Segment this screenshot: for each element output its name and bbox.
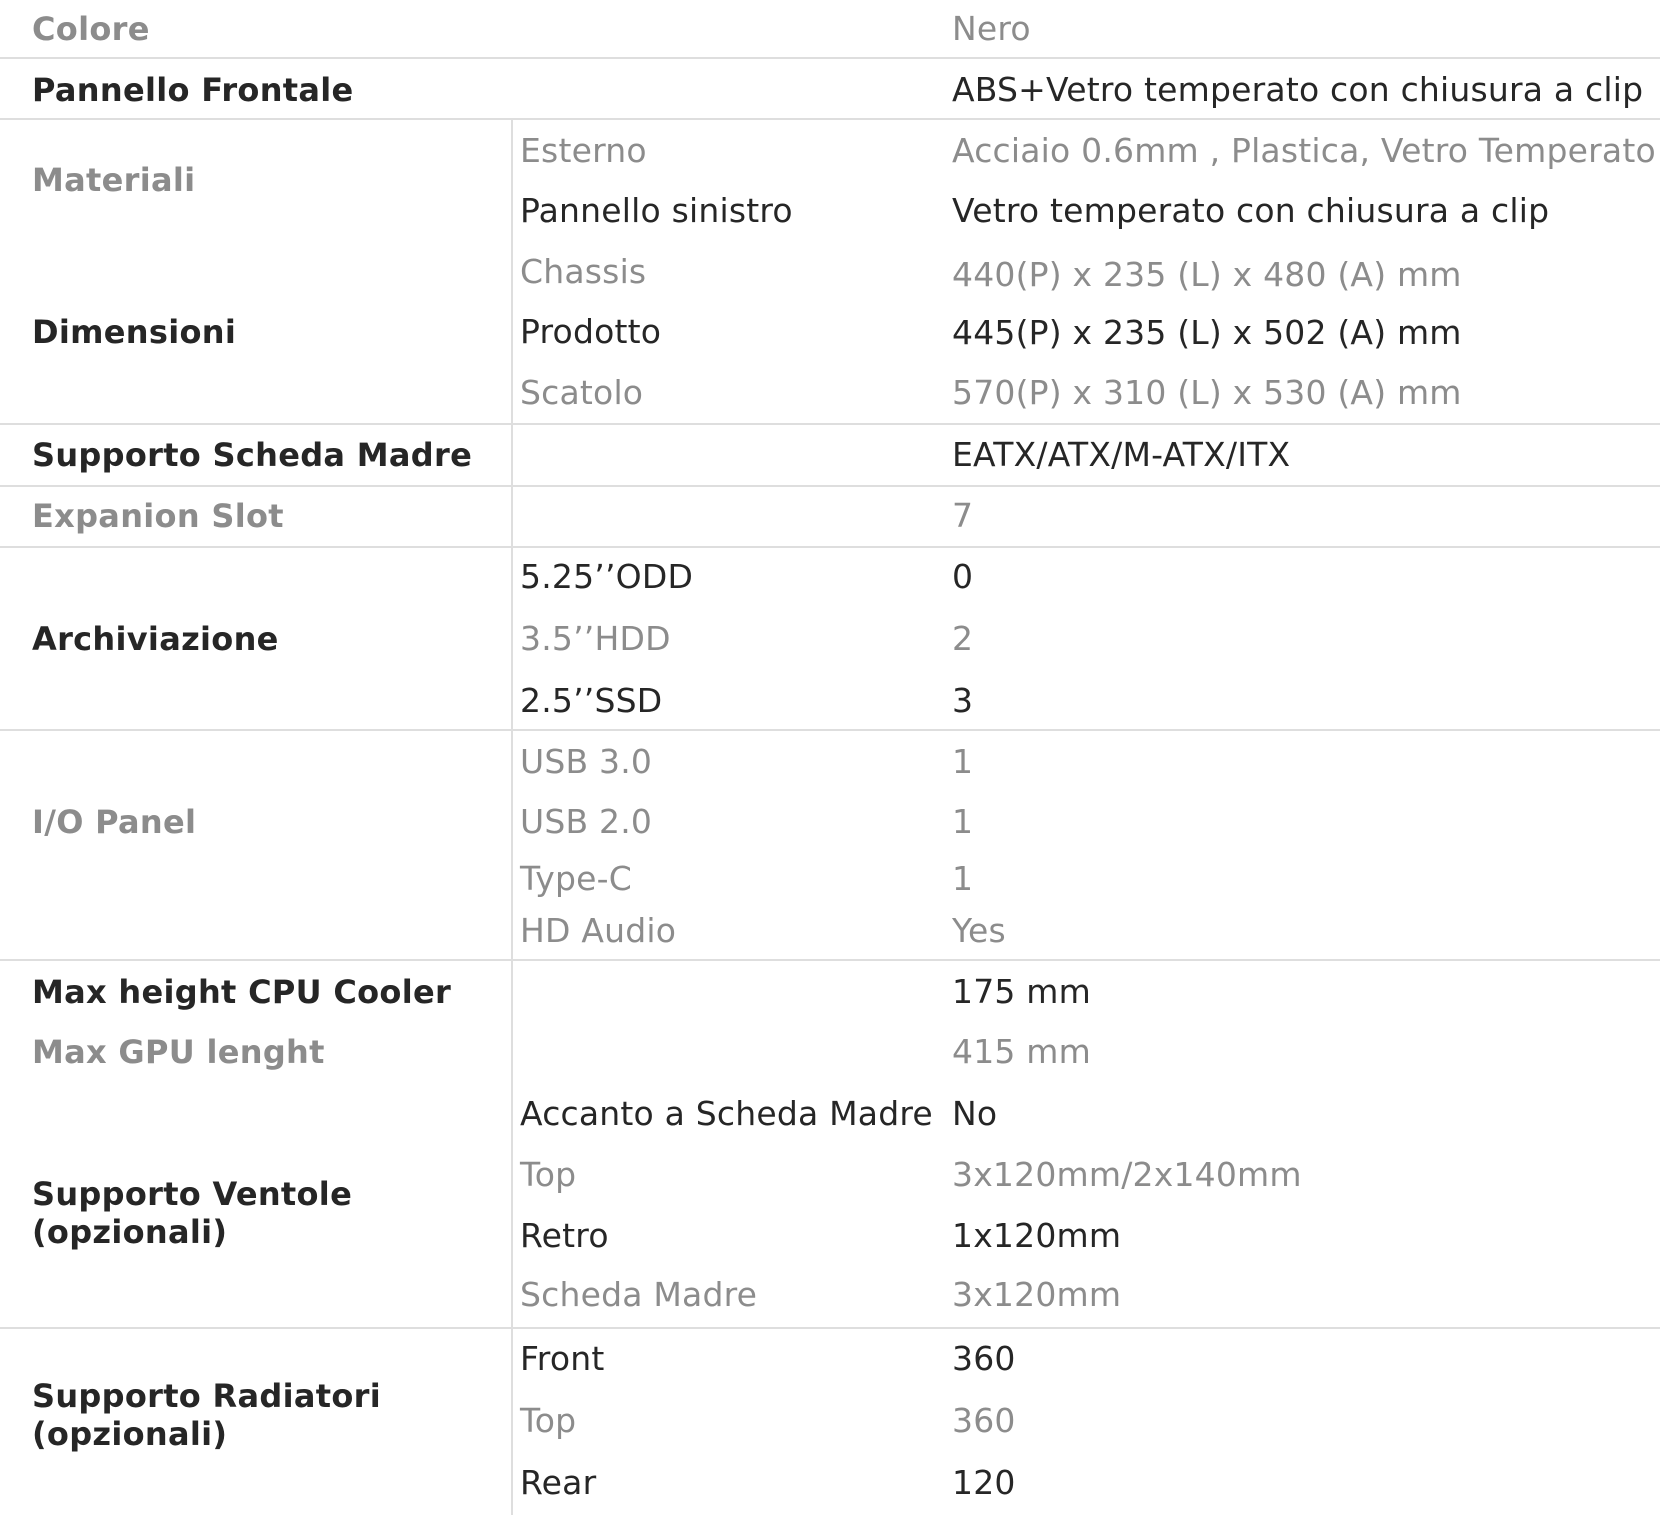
hd-audio-value: Yes [952,911,1006,950]
odd-value: 0 [952,557,974,596]
row-divider [0,729,1660,731]
radiatori-top-value: 360 [952,1401,1016,1440]
supporto-radiatori-sublabel: (opzionali) [32,1415,228,1453]
cpu-cooler-label: Max height CPU Cooler [32,973,452,1011]
supporto-radiatori-label: Supporto Radiatori [32,1377,381,1415]
prodotto-value: 445(P) x 235 (L) x 502 (A) mm [952,313,1462,352]
usb3-value: 1 [952,742,974,781]
row-divider [0,118,1660,120]
ventole-scheda-madre-value: 3x120mm [952,1275,1122,1314]
usb2-label: USB 2.0 [520,802,653,841]
ventole-top-label: Top [520,1155,577,1194]
radiatori-top-label: Top [520,1401,577,1440]
ssd-label: 2.5’’SSD [520,681,663,720]
hdd-value: 2 [952,619,974,658]
chassis-label: Chassis [520,252,647,291]
accanto-value: No [952,1094,998,1133]
supporto-ventole-label: Supporto Ventole [32,1175,353,1213]
ventole-top-value: 3x120mm/2x140mm [952,1155,1302,1194]
row-divider [0,959,1660,961]
radiatori-rear-value: 120 [952,1463,1016,1502]
archiviazione-label: Archiviazione [32,620,279,658]
ventole-scheda-madre-label: Scheda Madre [520,1275,758,1314]
row-divider [0,1327,1660,1329]
chassis-value: 440(P) x 235 (L) x 480 (A) mm [952,255,1462,294]
pannello-frontale-value: ABS+Vetro temperato con chiusura a clip [952,70,1644,109]
supporto-scheda-madre-label: Supporto Scheda Madre [32,436,473,474]
scatolo-value: 570(P) x 310 (L) x 530 (A) mm [952,373,1462,412]
retro-value: 1x120mm [952,1216,1122,1255]
colore-label: Colore [32,10,150,48]
cpu-cooler-value: 175 mm [952,972,1091,1011]
row-divider [0,57,1660,59]
row-divider [0,485,1660,487]
esterno-value: Acciaio 0.6mm , Plastica, Vetro Temperato [952,131,1656,170]
supporto-ventole-sublabel: (opzionali) [32,1213,228,1251]
odd-label: 5.25’’ODD [520,557,694,596]
pannello-frontale-label: Pannello Frontale [32,71,354,109]
radiatori-front-label: Front [520,1339,605,1378]
usb3-label: USB 3.0 [520,742,653,781]
esterno-label: Esterno [520,131,647,170]
column-divider [511,119,513,1515]
usb2-value: 1 [952,802,974,841]
row-divider [0,423,1660,425]
hd-audio-label: HD Audio [520,911,677,950]
pannello-sinistro-value: Vetro temperato con chiusura a clip [952,191,1550,230]
typec-label: Type-C [520,859,632,898]
accanto-label: Accanto a Scheda Madre [520,1094,933,1133]
prodotto-label: Prodotto [520,312,662,351]
typec-value: 1 [952,859,974,898]
row-divider [0,546,1660,548]
gpu-length-value: 415 mm [952,1032,1091,1071]
supporto-scheda-madre-value: EATX/ATX/M-ATX/ITX [952,435,1291,474]
pannello-sinistro-label: Pannello sinistro [520,191,793,230]
expansion-slot-label: Expanion Slot [32,497,284,535]
colore-value: Nero [952,9,1031,48]
scatolo-label: Scatolo [520,373,644,412]
io-panel-label: I/O Panel [32,803,197,841]
gpu-length-label: Max GPU lenght [32,1033,325,1071]
dimensioni-label: Dimensioni [32,313,237,351]
ssd-value: 3 [952,681,974,720]
hdd-label: 3.5’’HDD [520,619,671,658]
radiatori-rear-label: Rear [520,1463,597,1502]
radiatori-front-value: 360 [952,1339,1016,1378]
retro-label: Retro [520,1216,609,1255]
materiali-label: Materiali [32,161,196,199]
expansion-slot-value: 7 [952,496,974,535]
